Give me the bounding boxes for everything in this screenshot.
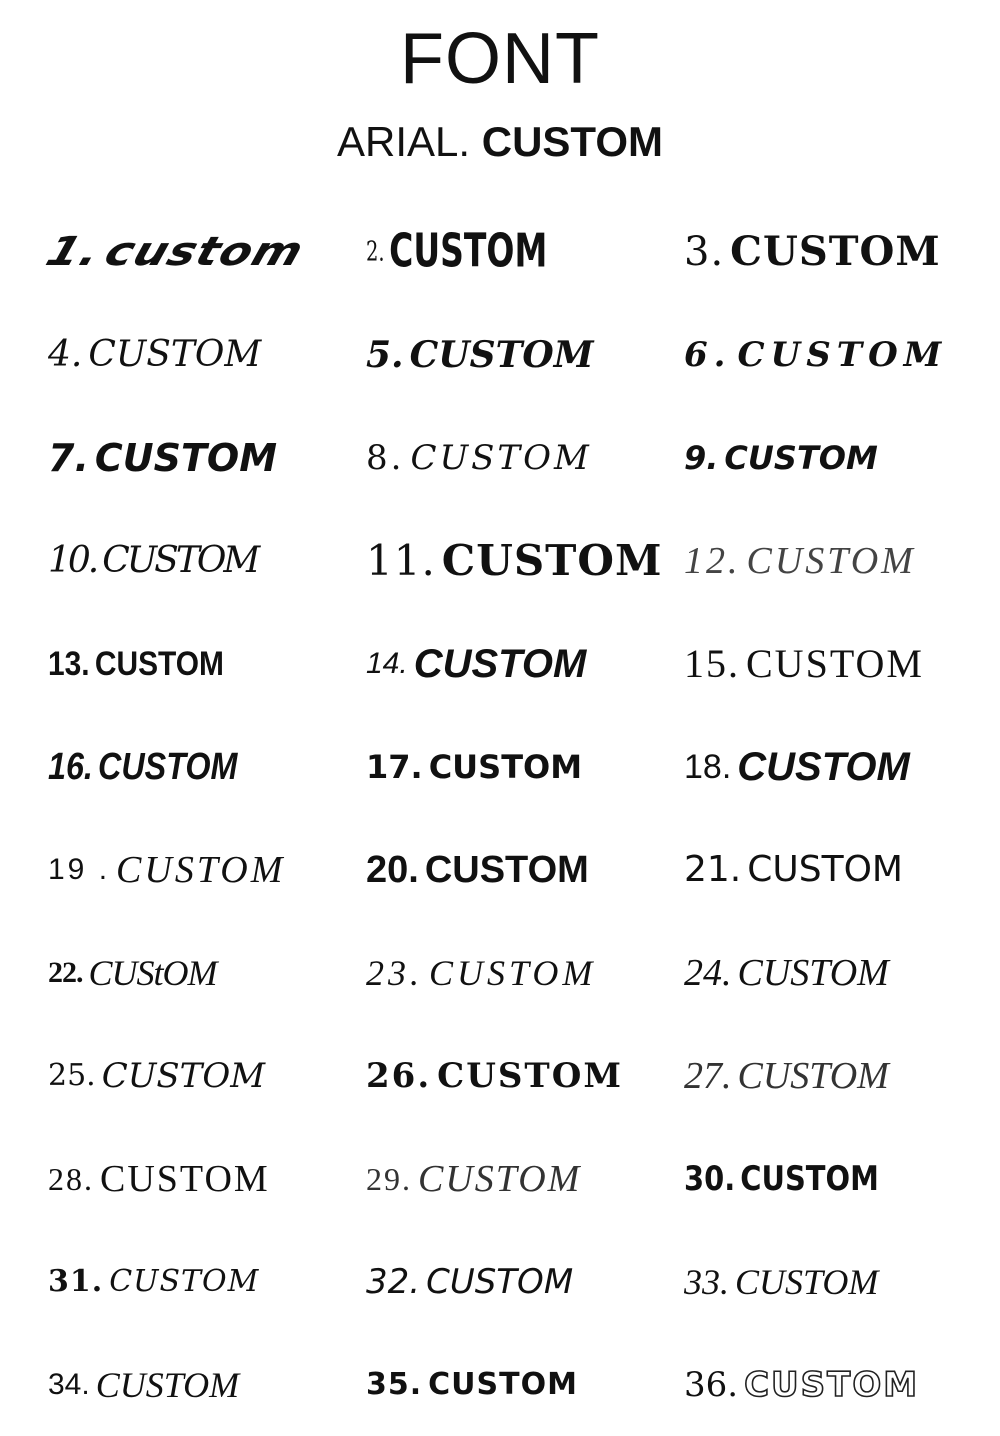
font-sample-text: CUSTOM [429, 952, 597, 993]
font-number: 14. [366, 646, 408, 680]
font-number: 2. [366, 235, 385, 268]
font-sample-16 [48, 715, 318, 818]
font-number: 3. [684, 228, 725, 275]
font-sample-text: CUSTOM [747, 848, 903, 890]
font-sample-text: CUSTOM [724, 438, 878, 477]
font-number: 12. [684, 539, 741, 582]
font-sample-text: CUSTOM [441, 535, 663, 585]
font-number: 10. [48, 539, 97, 581]
font-number: 11. [366, 535, 436, 585]
font-sample-19 [48, 818, 366, 921]
font-sample-8 [366, 406, 684, 509]
font-number: 36. [684, 1364, 739, 1405]
font-sample-35 [366, 1333, 684, 1436]
font-sample-14 [366, 612, 684, 715]
font-sample-17 [366, 715, 684, 818]
font-number: 34. [48, 1367, 90, 1401]
font-sample-22 [48, 921, 366, 1024]
font-sample-text: CUSTOM [746, 640, 924, 686]
font-sample-25 [48, 1024, 366, 1127]
font-sample-5 [366, 303, 684, 406]
font-sample-24 [684, 921, 988, 1024]
font-number: 25. [48, 1057, 96, 1093]
font-number: 9. [684, 438, 719, 477]
font-sample-text: CUSTOM [418, 1157, 582, 1200]
font-number: 1. [40, 228, 108, 275]
font-number: 8. [366, 437, 405, 478]
font-number: 18. [684, 747, 732, 786]
font-number: 16. [48, 745, 93, 788]
font-sample-text: CUSTOM [737, 334, 948, 375]
font-number: 4. [48, 333, 83, 375]
font-sample-text: CUSTOM [737, 744, 910, 789]
font-number: 19 . [48, 852, 111, 886]
font-number: 24. [684, 951, 732, 994]
font-sample-text: CUSTOM [389, 224, 548, 278]
font-sample-text: CUSTOM [426, 1261, 574, 1302]
font-sample-4 [48, 303, 366, 406]
font-sample-text: CUSTOM [428, 747, 583, 786]
font-sample-text: CUSTOM [94, 644, 224, 683]
font-sample-text: CUSTOM [737, 1054, 889, 1097]
font-sample-28 [48, 1127, 366, 1230]
font-sample-text: CUSTOM [744, 1364, 920, 1405]
font-sample-6 [684, 303, 988, 406]
font-number: 21. [684, 848, 742, 890]
font-number: 31. [48, 1263, 104, 1299]
font-number: 26. [366, 1055, 432, 1096]
font-sample-11 [366, 509, 684, 612]
font-sample-29 [366, 1127, 684, 1230]
font-sample-text: CUSTOM [88, 333, 262, 375]
font-number: 5. [366, 333, 404, 376]
font-sample-18 [684, 715, 988, 818]
font-number: 32. [366, 1261, 421, 1302]
font-sample-10 [48, 509, 366, 612]
font-sample-text: CUSTOM [410, 437, 592, 478]
font-number: 33. [684, 1261, 729, 1302]
font-number: 28. [48, 1160, 94, 1197]
font-sample-21 [684, 818, 988, 921]
font-sample-20 [366, 818, 684, 921]
font-sample-text: CUStOM [88, 952, 217, 993]
font-sample-27 [684, 1024, 988, 1127]
font-number: 6. [684, 334, 732, 375]
font-sample-32 [366, 1230, 684, 1333]
font-number: 13. [48, 644, 90, 683]
font-number: 15. [684, 640, 740, 686]
page-subtitle [0, 118, 1000, 166]
font-sample-text: CUSTOM [737, 951, 889, 994]
font-sample-text: CUSTOM [437, 1055, 623, 1096]
font-sample-text: CUSTOM [730, 227, 941, 275]
font-sample-text: CUSTOM [98, 745, 238, 788]
font-sample-33 [684, 1230, 988, 1333]
font-sample-2 [366, 197, 605, 305]
font-sample-3 [684, 200, 988, 303]
font-sample-text: CUSTOM [102, 539, 258, 581]
font-sample-text: CUSTOM [735, 1261, 879, 1302]
font-sample-36 [684, 1333, 988, 1436]
font-number: 7. [48, 435, 89, 480]
font-sample-text: CUSTOM [116, 848, 286, 891]
font-sample-text: CUSTOM [424, 848, 589, 891]
font-sample-26 [366, 1024, 684, 1127]
font-sample-9 [684, 406, 988, 509]
font-sample-text: CUSTOM [94, 435, 278, 480]
font-number: 20. [366, 848, 419, 891]
font-sample-text: custom [99, 228, 310, 275]
font-sample-12 [684, 509, 988, 612]
font-sample-13 [48, 612, 328, 715]
subtitle-prefix: ARIAL. [337, 118, 471, 165]
font-sample-text: CUSTOM [109, 1263, 260, 1299]
font-sample-31 [48, 1230, 366, 1333]
font-number: 29. [366, 1160, 412, 1197]
font-sample-text: CUSTOM [413, 641, 587, 686]
font-sample-text: CUSTOM [740, 1158, 879, 1199]
font-sample-text: CUSTOM [101, 1055, 266, 1096]
font-number: 22. [48, 955, 83, 989]
subtitle-bold: CUSTOM [481, 118, 663, 165]
font-number: 35. [366, 1366, 423, 1402]
font-sample-15 [684, 612, 988, 715]
font-number: 17. [366, 747, 423, 786]
font-sample-34 [48, 1333, 366, 1436]
font-sample-text: CUSTOM [409, 333, 594, 376]
font-sample-grid [40, 200, 988, 1436]
font-sample-text: CUSTOM [746, 539, 916, 582]
font-number: 27. [684, 1054, 732, 1097]
font-sample-text: CUSTOM [100, 1157, 270, 1200]
font-sample-30 [684, 1127, 942, 1230]
font-sample-23 [366, 921, 684, 1024]
font-number: 23. [366, 952, 423, 993]
font-sample-text: CUSTOM [428, 1366, 578, 1402]
font-number: 30. [684, 1158, 736, 1199]
font-sample-text: CUSTOM [95, 1364, 240, 1405]
font-sample-7 [48, 406, 366, 509]
page-title: FONT [400, 19, 600, 99]
